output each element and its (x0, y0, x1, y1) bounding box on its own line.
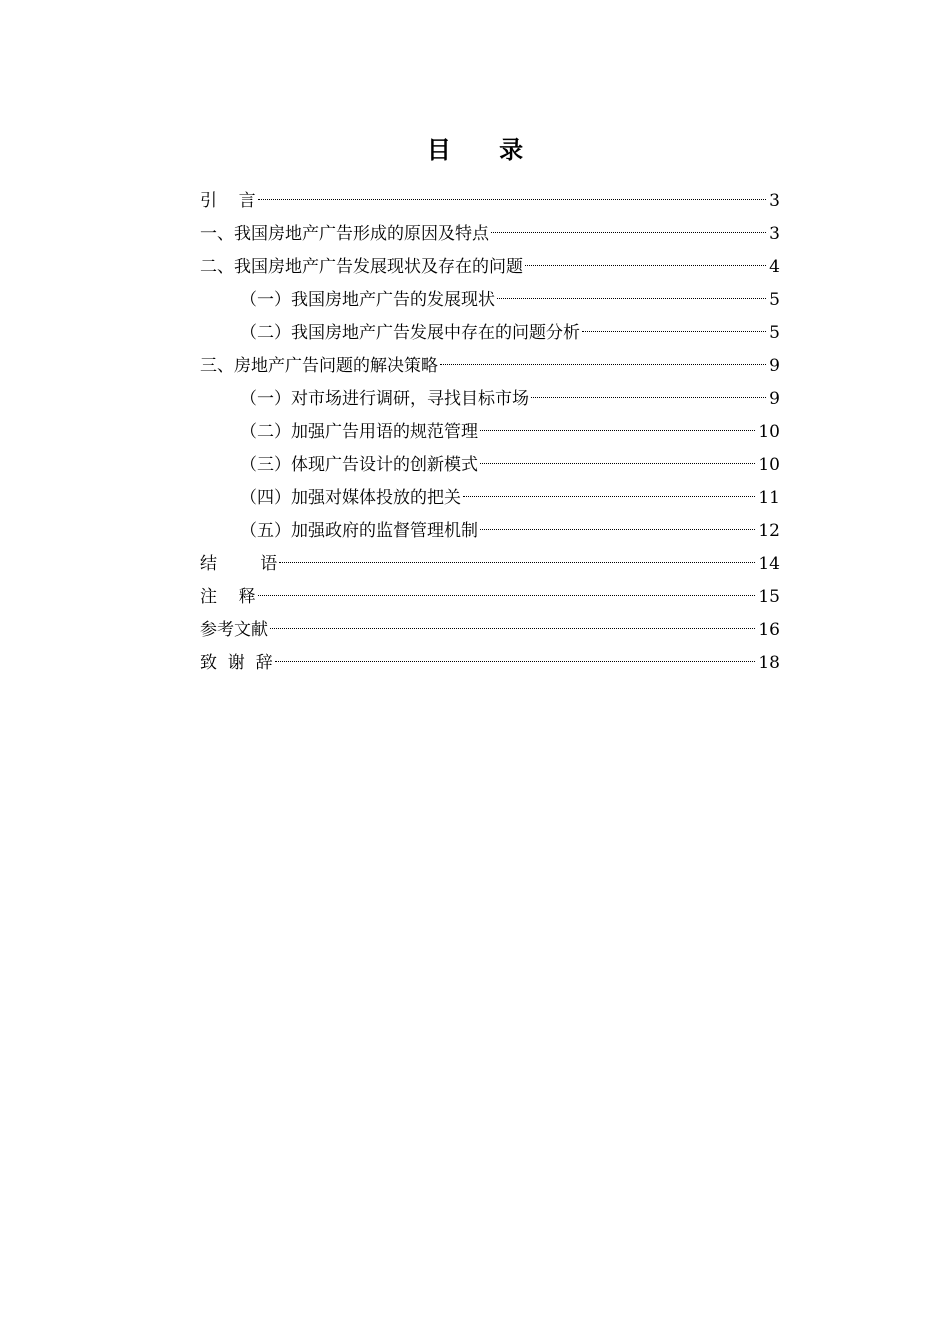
toc-entry-label: （二）我国房地产广告发展中存在的问题分析 (240, 323, 580, 343)
toc-entry-section-3[interactable] (200, 350, 780, 383)
toc-entry-label: （一）对市场进行调研，寻找目标市场 (240, 389, 529, 409)
toc-dot-leader (531, 397, 766, 398)
toc-entry-page: 4 (769, 257, 780, 277)
toc-entry-references[interactable] (200, 614, 780, 647)
toc-entry-label: （一）我国房地产广告的发展现状 (240, 290, 495, 310)
toc-dot-leader (440, 364, 766, 365)
toc-entry-section-2[interactable] (200, 251, 780, 284)
toc-entry-label: 引 言 (200, 191, 256, 211)
toc-entry-label: （三）体现广告设计的创新模式 (240, 455, 478, 475)
toc-entry-label: 参考文献 (200, 620, 268, 640)
toc-entry-label: 二、我国房地产广告发展现状及存在的问题 (200, 257, 523, 277)
toc-entry-label: （五）加强政府的监督管理机制 (240, 521, 478, 541)
toc-entry-conclusion[interactable] (200, 548, 780, 581)
toc-dot-leader (480, 529, 755, 530)
toc-entry-label: 致 谢 辞 (200, 653, 273, 673)
toc-entry-label: 三、房地产广告问题的解决策略 (200, 356, 438, 376)
toc-entry-page: 10 (758, 422, 780, 442)
toc-entry-label: 结 语 (200, 554, 278, 574)
toc-dot-leader (582, 331, 766, 332)
toc-entry-label: 注 释 (200, 587, 256, 607)
toc-entry-section-3-3[interactable] (200, 449, 780, 482)
toc-entry-page: 15 (758, 587, 780, 607)
toc-entry-acknowledgements[interactable] (200, 647, 780, 680)
toc-entry-page: 18 (758, 653, 780, 673)
toc-entry-page: 14 (758, 554, 780, 574)
toc-entry-label: （二）加强广告用语的规范管理 (240, 422, 478, 442)
toc-dot-leader (270, 628, 755, 629)
toc-entry-page: 10 (758, 455, 780, 475)
toc-entry-page: 3 (769, 224, 780, 244)
toc-entry-label: （四）加强对媒体投放的把关 (240, 488, 461, 508)
toc-dot-leader (275, 661, 756, 662)
toc-entry-label: 一、我国房地产广告形成的原因及特点 (200, 224, 489, 244)
toc-entry-page: 12 (758, 521, 780, 541)
toc-entry-section-1[interactable] (200, 218, 780, 251)
toc-entry-intro[interactable] (200, 185, 780, 218)
toc-dot-leader (463, 496, 755, 497)
toc-entry-page: 5 (769, 290, 780, 310)
toc-entry-page: 11 (758, 488, 780, 508)
toc-entry-page: 3 (769, 191, 780, 211)
toc-entry-section-3-5[interactable] (200, 515, 780, 548)
toc-dot-leader (258, 199, 767, 200)
toc-dot-leader (497, 298, 766, 299)
toc-list (200, 185, 780, 680)
toc-entry-section-3-4[interactable] (200, 482, 780, 515)
toc-title: 目 录 (426, 135, 544, 164)
toc-entry-page: 9 (769, 389, 780, 409)
toc-entry-notes[interactable] (200, 581, 780, 614)
toc-entry-section-2-2[interactable] (200, 317, 780, 350)
toc-dot-leader (258, 595, 756, 596)
toc-entry-page: 9 (769, 356, 780, 376)
toc-entry-section-3-2[interactable] (200, 416, 780, 449)
toc-entry-page: 16 (758, 620, 780, 640)
toc-entry-page: 5 (769, 323, 780, 343)
toc-dot-leader (491, 232, 766, 233)
toc-entry-section-2-1[interactable] (200, 284, 780, 317)
toc-entry-section-3-1[interactable] (200, 383, 780, 416)
toc-dot-leader (480, 430, 755, 431)
toc-dot-leader (480, 463, 755, 464)
toc-dot-leader (279, 562, 755, 563)
toc-dot-leader (525, 265, 766, 266)
